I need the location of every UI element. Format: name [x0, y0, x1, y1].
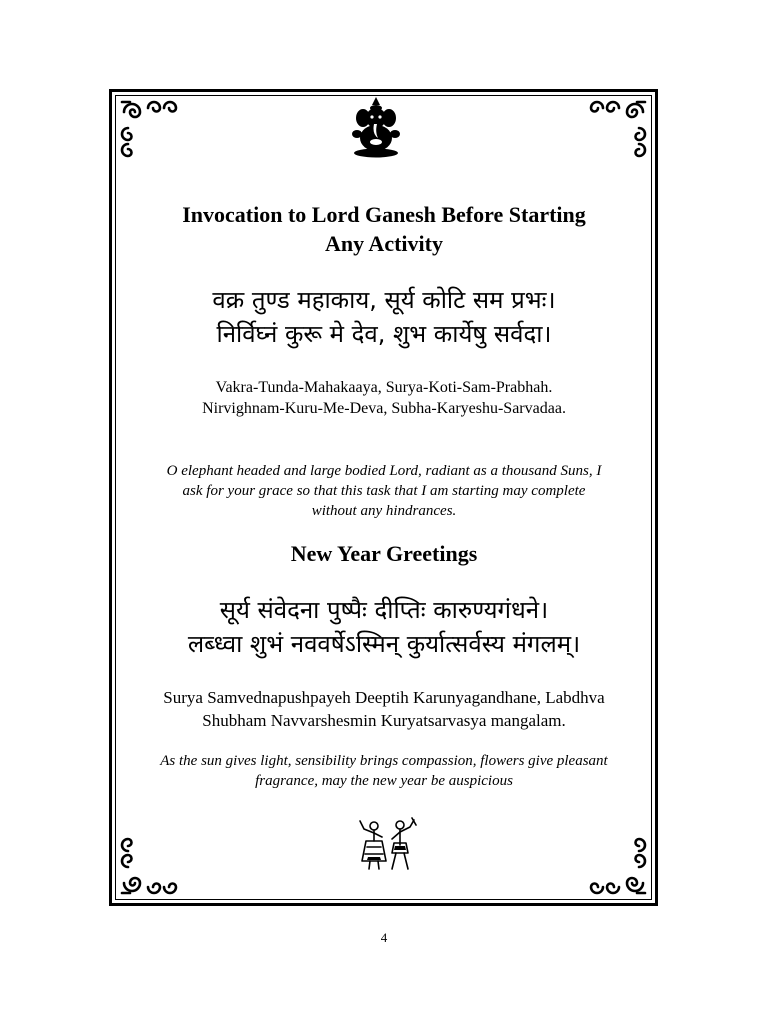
corner-swirl-icon [587, 98, 649, 160]
meaning-line: fragrance, may the new year be auspicious [255, 773, 513, 789]
sanskrit-line: लब्ध्वा शुभं नववर्षेऽस्मिन् कुर्यात्सर्वस्य मंगलम्। [187, 630, 581, 658]
corner-swirl-icon [118, 98, 180, 160]
new-year-meaning [114, 751, 654, 791]
sanskrit-line: निर्विघ्नं कुरू मे देव, शुभ कार्येषु सर्वदा। [216, 320, 552, 348]
new-year-transliteration [116, 686, 652, 732]
ganesh-icon [350, 96, 402, 158]
invocation-title-line: Any Activity [325, 231, 443, 256]
invocation-transliteration [120, 377, 648, 419]
transliteration-line: Vakra-Tunda-Mahakaaya, Surya-Koti-Sam-Prabhah. [215, 379, 553, 396]
dancers-icon [356, 817, 420, 871]
transliteration-line: Shubham Navvarshesmin Kuryatsarvasya mangalam. [202, 711, 566, 730]
meaning-line: without any hindrances. [311, 503, 457, 519]
invocation-title-line: Invocation to Lord Ganesh Before Starting [182, 202, 586, 227]
sanskrit-line: वक्र तुण्ड महाकाय, सूर्य कोटि सम प्रभः। [212, 286, 556, 314]
page-number: 4 [380, 930, 388, 945]
transliteration-line: Surya Samvednapushpayeh Deeptih Karunyagandhane, Labdhva [163, 688, 605, 707]
new-year-sanskrit-verse [120, 593, 648, 661]
corner-swirl-icon [118, 835, 180, 897]
invocation-sanskrit-verse [120, 283, 648, 351]
new-year-heading: New Year Greetings [290, 541, 478, 566]
meaning-line: O elephant headed and large bodied Lord, radiant as a thousand Suns, I [166, 463, 602, 479]
meaning-line: As the sun gives light, sensibility brings compassion, flowers give pleasant [160, 753, 608, 769]
transliteration-line: Nirvighnam-Kuru-Me-Deva, Subha-Karyeshu-Sarvadaa. [202, 400, 566, 417]
invocation-title [120, 200, 648, 258]
sanskrit-line: सूर्य संवेदना पुष्पैः दीप्तिः कारुण्यगंधने। [219, 596, 549, 624]
corner-swirl-icon [587, 835, 649, 897]
meaning-line: ask for your grace so that this task that I am starting may complete [182, 483, 586, 499]
invocation-meaning [124, 461, 644, 521]
